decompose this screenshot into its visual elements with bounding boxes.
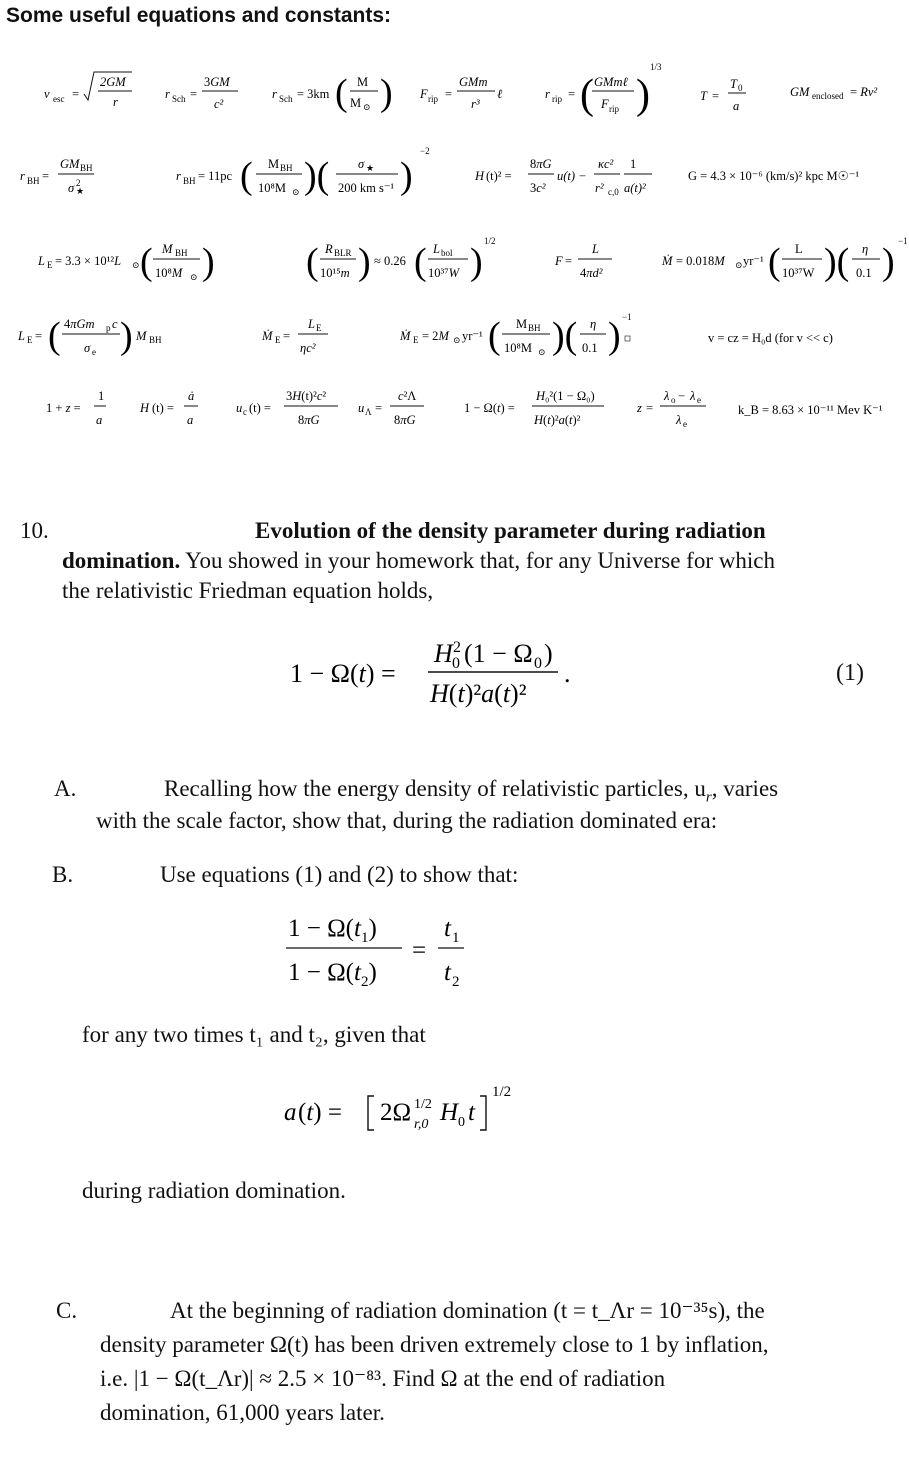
svg-text:BH: BH	[280, 163, 293, 173]
svg-text:= 2M: = 2M	[422, 329, 449, 343]
svg-text:r: r	[113, 95, 118, 109]
eq-f-rip	[419, 75, 502, 111]
svg-text:⊙: ⊙	[132, 260, 140, 270]
svg-text:=: =	[72, 87, 80, 101]
svg-text:BH: BH	[183, 176, 196, 186]
part-c-line2: density parameter Ω(t) has been driven extremely close to 1 by inflation,	[100, 1332, 769, 1357]
part-a-line1-end: , varies	[711, 776, 779, 801]
svg-text:(t)² =: (t)² =	[486, 169, 512, 183]
svg-text:Sch: Sch	[279, 94, 293, 104]
svg-text:p: p	[106, 323, 111, 333]
question-intro-line2: the relativistic Friedman equation holds,	[62, 578, 434, 603]
svg-text:E: E	[275, 335, 281, 345]
svg-text:bol: bol	[441, 248, 453, 258]
svg-text:=: =	[565, 254, 573, 268]
svg-text:(: (	[335, 72, 348, 114]
svg-text:BH: BH	[149, 335, 162, 345]
svg-text:8πG: 8πG	[530, 157, 552, 171]
svg-text:1 − Ω(t) =: 1 − Ω(t) =	[464, 401, 515, 415]
svg-text:M: M	[350, 96, 362, 110]
svg-text:★: ★	[366, 163, 375, 173]
svg-text:1 + z =: 1 + z =	[46, 401, 81, 415]
svg-text:ℓ: ℓ	[497, 87, 503, 101]
svg-text:u: u	[358, 401, 365, 415]
svg-text:(: (	[306, 241, 319, 283]
svg-text:M: M	[162, 242, 173, 256]
svg-text:(: (	[48, 315, 61, 357]
svg-text:10¹⁵m: 10¹⁵m	[320, 266, 350, 280]
svg-text:M: M	[268, 157, 280, 171]
svg-text:(1 − Ω: (1 − Ω	[464, 639, 533, 668]
svg-text:esc: esc	[53, 94, 65, 104]
svg-text:ηc²: ηc²	[300, 341, 316, 355]
svg-text:⊙: ⊙	[190, 272, 198, 282]
svg-text:M: M	[357, 75, 369, 89]
svg-text:u(t) −: u(t) −	[557, 169, 587, 183]
svg-text:.: .	[564, 659, 571, 688]
svg-text:⊙: ⊙	[292, 187, 300, 197]
svg-text:a: a	[733, 99, 740, 113]
svg-text:L: L	[795, 242, 803, 256]
svg-text:G = 4.3 × 10⁻⁶ (km/s)² kpc M☉⁻: G = 4.3 × 10⁻⁶ (km/s)² kpc M☉⁻¹	[688, 169, 860, 183]
svg-text:GMm: GMm	[459, 75, 488, 89]
svg-text:): )	[882, 241, 895, 283]
svg-text:E: E	[413, 335, 419, 345]
equation-1	[288, 630, 588, 710]
svg-text:−1: −1	[622, 312, 632, 322]
svg-text:c: c	[243, 407, 247, 417]
svg-text:r: r	[272, 87, 277, 101]
svg-text:⊙: ⊙	[735, 260, 743, 270]
svg-text:1/2: 1/2	[414, 1097, 432, 1112]
svg-text:=: =	[190, 87, 198, 101]
eq-v-esc	[44, 72, 132, 109]
svg-text:=: =	[445, 87, 453, 101]
equation-scale-factor	[282, 1078, 542, 1148]
eq-r-rip	[545, 62, 662, 118]
svg-text:rip: rip	[552, 94, 562, 104]
eq-r-sch-km	[272, 72, 393, 114]
svg-text:(: (	[768, 241, 781, 283]
svg-text:BLR: BLR	[334, 248, 352, 258]
svg-text:R: R	[325, 242, 333, 256]
svg-text:= Rv²: = Rv²	[850, 85, 878, 99]
svg-text:c²Λ: c²Λ	[398, 389, 417, 403]
page-header: Some useful equations and constants:	[6, 4, 392, 27]
svg-text:⊙: ⊙	[453, 335, 461, 345]
svg-text:σ: σ	[84, 341, 91, 355]
svg-text:e: e	[697, 395, 701, 405]
eq-u-c	[236, 389, 338, 427]
svg-text:3H(t)²c²: 3H(t)²c²	[286, 389, 327, 403]
svg-text:ȧ: ȧ	[188, 389, 195, 403]
eq-hubble	[474, 157, 652, 197]
svg-text:k_B = 8.63 × 10⁻¹¹ Mev K⁻¹: k_B = 8.63 × 10⁻¹¹ Mev K⁻¹	[738, 403, 883, 417]
svg-text:)(: )(	[824, 241, 850, 283]
svg-text:yr⁻¹: yr⁻¹	[743, 254, 764, 268]
svg-text:3c²: 3c²	[530, 181, 546, 195]
svg-text:): )	[608, 315, 621, 357]
svg-text:1/3: 1/3	[650, 62, 662, 72]
svg-text:(: (	[140, 241, 153, 283]
svg-text:8πG: 8πG	[394, 413, 416, 427]
svg-text:): )	[120, 315, 133, 357]
svg-text:r,0: r,0	[414, 1117, 429, 1132]
svg-text:yr⁻¹: yr⁻¹	[462, 329, 483, 343]
part-b-line1: Use equations (1) and (2) to show that:	[160, 862, 519, 887]
part-a-line1	[164, 776, 778, 807]
part-a-line2: with the scale factor, show that, during the radiation dominated era:	[96, 808, 718, 833]
svg-text:=: =	[568, 87, 576, 101]
svg-text:E: E	[316, 323, 322, 333]
svg-text:3GM: 3GM	[204, 75, 230, 89]
svg-text:4πGm: 4πGm	[64, 317, 95, 331]
eq-gm-enclosed	[790, 85, 877, 101]
svg-text:): )	[544, 639, 553, 668]
svg-text:=: =	[712, 89, 720, 103]
svg-text:Ṁ: Ṁ	[262, 329, 273, 343]
svg-text:=: =	[646, 401, 654, 415]
eq-u-lambda	[358, 389, 424, 427]
svg-text:GM: GM	[60, 157, 80, 171]
svg-text:H(t)²a(t)²: H(t)²a(t)²	[534, 413, 581, 427]
svg-text:L: L	[308, 317, 315, 331]
part-a-letter: A.	[54, 776, 77, 801]
svg-text:a(t)²: a(t)²	[624, 181, 646, 195]
svg-text:κc²: κc²	[598, 157, 614, 171]
svg-text:(t) =: (t) =	[249, 401, 271, 415]
svg-text:L: L	[433, 242, 440, 256]
svg-text:r: r	[176, 169, 181, 183]
svg-text:1/2: 1/2	[492, 1084, 512, 1100]
svg-text:): )	[358, 241, 371, 283]
svg-text:a: a	[284, 1099, 297, 1126]
svg-text:e: e	[92, 347, 96, 357]
svg-text:L: L	[592, 242, 599, 256]
svg-text:)(: )(	[552, 315, 578, 357]
question-title-cont: domination.	[62, 548, 181, 573]
svg-text:1: 1	[98, 389, 105, 403]
svg-text:Ṁ: Ṁ	[662, 254, 673, 268]
svg-text:): )	[202, 241, 215, 283]
svg-text:(: (	[580, 72, 594, 118]
svg-text:Ṁ: Ṁ	[400, 329, 411, 343]
svg-text:1 − Ω(t2): $1 - \Omega(t_2)$	[288, 959, 377, 990]
svg-text:): )	[636, 72, 650, 118]
svg-text:E: E	[47, 260, 53, 270]
svg-text:e: e	[683, 419, 687, 429]
svg-text:rip: rip	[609, 104, 619, 114]
svg-text:⊙: ⊙	[363, 102, 371, 112]
svg-text:1: 1	[452, 930, 460, 946]
question-intro-line1	[62, 548, 775, 574]
svg-text:2: 2	[452, 974, 460, 990]
svg-text:= 3.3 × 10¹²L: = 3.3 × 10¹²L	[55, 254, 122, 268]
svg-text:a: a	[187, 413, 194, 427]
svg-text:v: v	[44, 87, 50, 101]
equation-1-label: (1)	[836, 660, 864, 686]
eq-z-lambda	[636, 389, 706, 429]
svg-text:4πd²: 4πd²	[580, 266, 603, 280]
svg-text:λ: λ	[664, 389, 670, 403]
svg-text:10⁸M: 10⁸M	[504, 341, 532, 355]
svg-text:F: F	[420, 87, 428, 101]
svg-text:c,0: c,0	[608, 187, 619, 197]
svg-text:Sch: Sch	[172, 94, 186, 104]
svg-text:0: 0	[534, 655, 542, 672]
part-c-line1: At the beginning of radiation domination (t = t_Λr = 10⁻³⁵s), the	[170, 1298, 765, 1323]
svg-text:−1: −1	[898, 236, 908, 246]
eq-l-e-1	[37, 241, 215, 283]
svg-text:): )	[400, 155, 413, 197]
svg-text:(: (	[414, 241, 427, 283]
svg-text:r³: r³	[471, 97, 480, 111]
part-a-line1-text: Recalling how the energy density of relativistic particles, u	[164, 776, 706, 801]
part-a-line1-sub: r	[705, 789, 712, 806]
svg-text:10⁸M: 10⁸M	[258, 181, 286, 195]
eq-mdot-e-2	[399, 312, 632, 357]
svg-text:c²: c²	[214, 97, 224, 111]
svg-text:rip: rip	[428, 94, 438, 104]
svg-text:t: t	[444, 959, 451, 986]
svg-text:BH: BH	[80, 163, 93, 173]
svg-text:GMmℓ: GMmℓ	[594, 75, 628, 89]
svg-text:⊙: ⊙	[538, 347, 546, 357]
eq-r-sch	[165, 75, 238, 111]
svg-text:M: M	[516, 317, 528, 331]
part-c-line4: domination, 61,000 years later.	[100, 1400, 385, 1425]
svg-text:): )	[470, 241, 483, 283]
svg-text:=: =	[375, 401, 383, 415]
eq-g-const	[688, 169, 859, 183]
svg-text:Λ: Λ	[365, 407, 372, 417]
svg-text:)(: )(	[304, 155, 330, 197]
svg-text:1 − Ω(t) =: 1 − Ω(t) =	[290, 659, 396, 688]
eq-hubble-law	[708, 331, 833, 345]
equation-sheet	[0, 50, 909, 490]
svg-text:0: 0	[738, 83, 743, 93]
svg-text:(t) =: (t) =	[152, 401, 174, 415]
eq-r-blr	[306, 236, 496, 283]
svg-text:H: H	[140, 401, 150, 415]
svg-text:0: 0	[452, 655, 460, 672]
svg-text:★: ★	[76, 186, 85, 196]
svg-text:λ: λ	[690, 389, 696, 403]
part-b-letter: B.	[52, 862, 74, 887]
svg-text:= 3km: = 3km	[297, 87, 330, 101]
svg-text:BH: BH	[528, 323, 541, 333]
svg-text:BH: BH	[27, 176, 40, 186]
part-b-line3: during radiation domination.	[82, 1178, 346, 1203]
svg-text:0.1: 0.1	[856, 266, 872, 280]
svg-text:r: r	[545, 87, 550, 101]
svg-text:= 11pc: = 11pc	[198, 169, 233, 183]
svg-text:=: =	[42, 169, 50, 183]
svg-text:=: =	[35, 329, 43, 343]
eq-mdot-e	[261, 317, 328, 355]
svg-text:2Ω: 2Ω	[380, 1099, 412, 1126]
svg-text:H: H	[434, 639, 453, 668]
svg-text:10⁸M: 10⁸M	[155, 266, 183, 280]
svg-text:H: H	[475, 169, 485, 183]
svg-text:r²: r²	[595, 181, 604, 195]
svg-text:≈ 0.26: ≈ 0.26	[374, 254, 406, 268]
svg-text:T: T	[730, 77, 737, 91]
svg-text:v = cz = H₀d (for v << c): v = cz = H₀d (for v << c)	[708, 331, 833, 345]
svg-text:): )	[380, 72, 393, 114]
svg-text:10³⁷W: 10³⁷W	[782, 266, 815, 280]
svg-text:0: 0	[458, 1115, 465, 1130]
svg-text:η: η	[862, 242, 869, 256]
svg-text:H₀²(1 − Ω₀): H₀²(1 − Ω₀)	[536, 389, 595, 403]
svg-text:H(t)²a(t)²: H(t)²a(t)²	[430, 679, 527, 708]
svg-text:r: r	[165, 87, 170, 101]
question-title: Evolution of the density parameter during radiation	[255, 518, 766, 543]
eq-mdot	[661, 236, 908, 283]
part-c-letter: C.	[56, 1298, 78, 1323]
svg-text:λ: λ	[676, 413, 682, 427]
svg-text:(: (	[240, 155, 253, 197]
eq-r-bh	[20, 157, 94, 196]
svg-text:1 − Ω(t1): $1 - \Omega(t_1)$	[288, 915, 377, 946]
svg-text:−: −	[678, 389, 686, 403]
svg-text:200 km s⁻¹: 200 km s⁻¹	[338, 181, 395, 195]
svg-text:E: E	[27, 335, 33, 345]
svg-text:10³⁷W: 10³⁷W	[428, 266, 460, 280]
equation-ratio	[286, 906, 486, 992]
svg-text:z: z	[637, 401, 642, 415]
question-intro-rest: You showed in your homework that, for any Universe for which	[180, 548, 775, 573]
svg-text:F: F	[601, 97, 609, 111]
svg-text:o: o	[671, 395, 676, 405]
svg-text:L: L	[18, 329, 25, 343]
svg-text:2GM: 2GM	[100, 75, 126, 89]
part-c-line3: i.e. |1 − Ω(t_Λr)| ≈ 2.5 × 10⁻⁸³. Find Ω at the end of radiation	[100, 1366, 666, 1391]
svg-text:2: 2	[76, 178, 81, 188]
svg-text:t: t	[468, 1099, 475, 1126]
svg-text:T: T	[700, 89, 707, 103]
svg-text:1: 1	[630, 157, 637, 171]
svg-text:r: r	[20, 169, 25, 183]
svg-text:t: t	[444, 915, 451, 942]
eq-r-bh-pc	[176, 146, 430, 197]
svg-text:H: H	[440, 1099, 459, 1126]
svg-text:c: c	[112, 317, 118, 331]
eq-l-e-2	[17, 315, 162, 357]
svg-text:enclosed: enclosed	[812, 91, 844, 101]
svg-text:8πG: 8πG	[298, 413, 320, 427]
svg-text:u: u	[236, 401, 243, 415]
eq-omega	[464, 389, 604, 427]
svg-text:(t) =: (t) =	[298, 1099, 342, 1126]
part-b-line2: for any two times t₁ and t₂, given that	[82, 1022, 426, 1047]
svg-text:=: =	[412, 937, 427, 964]
svg-text:=: =	[283, 329, 291, 343]
svg-text:(: (	[488, 315, 501, 357]
svg-text:0.1: 0.1	[582, 341, 598, 355]
svg-text:L: L	[38, 254, 45, 268]
svg-text:−2: −2	[420, 146, 430, 156]
svg-text:= 0.018M: = 0.018M	[676, 254, 725, 268]
eq-flux	[554, 242, 612, 280]
svg-text:M: M	[136, 329, 147, 343]
svg-text:GM: GM	[790, 85, 810, 99]
svg-text:1/2: 1/2	[484, 236, 496, 246]
svg-text:BH: BH	[175, 248, 188, 258]
question-number: 10.	[20, 518, 49, 543]
svg-text:2: 2	[453, 639, 461, 656]
eq-temp	[700, 77, 746, 113]
svg-text:F: F	[555, 254, 563, 268]
eq-redshift	[46, 389, 106, 427]
svg-text:σ: σ	[68, 181, 75, 195]
svg-text:η: η	[590, 317, 597, 331]
svg-text:a: a	[96, 413, 103, 427]
svg-text:σ: σ	[358, 157, 365, 171]
eq-hubble-param	[139, 389, 198, 427]
eq-k-b	[738, 403, 883, 417]
